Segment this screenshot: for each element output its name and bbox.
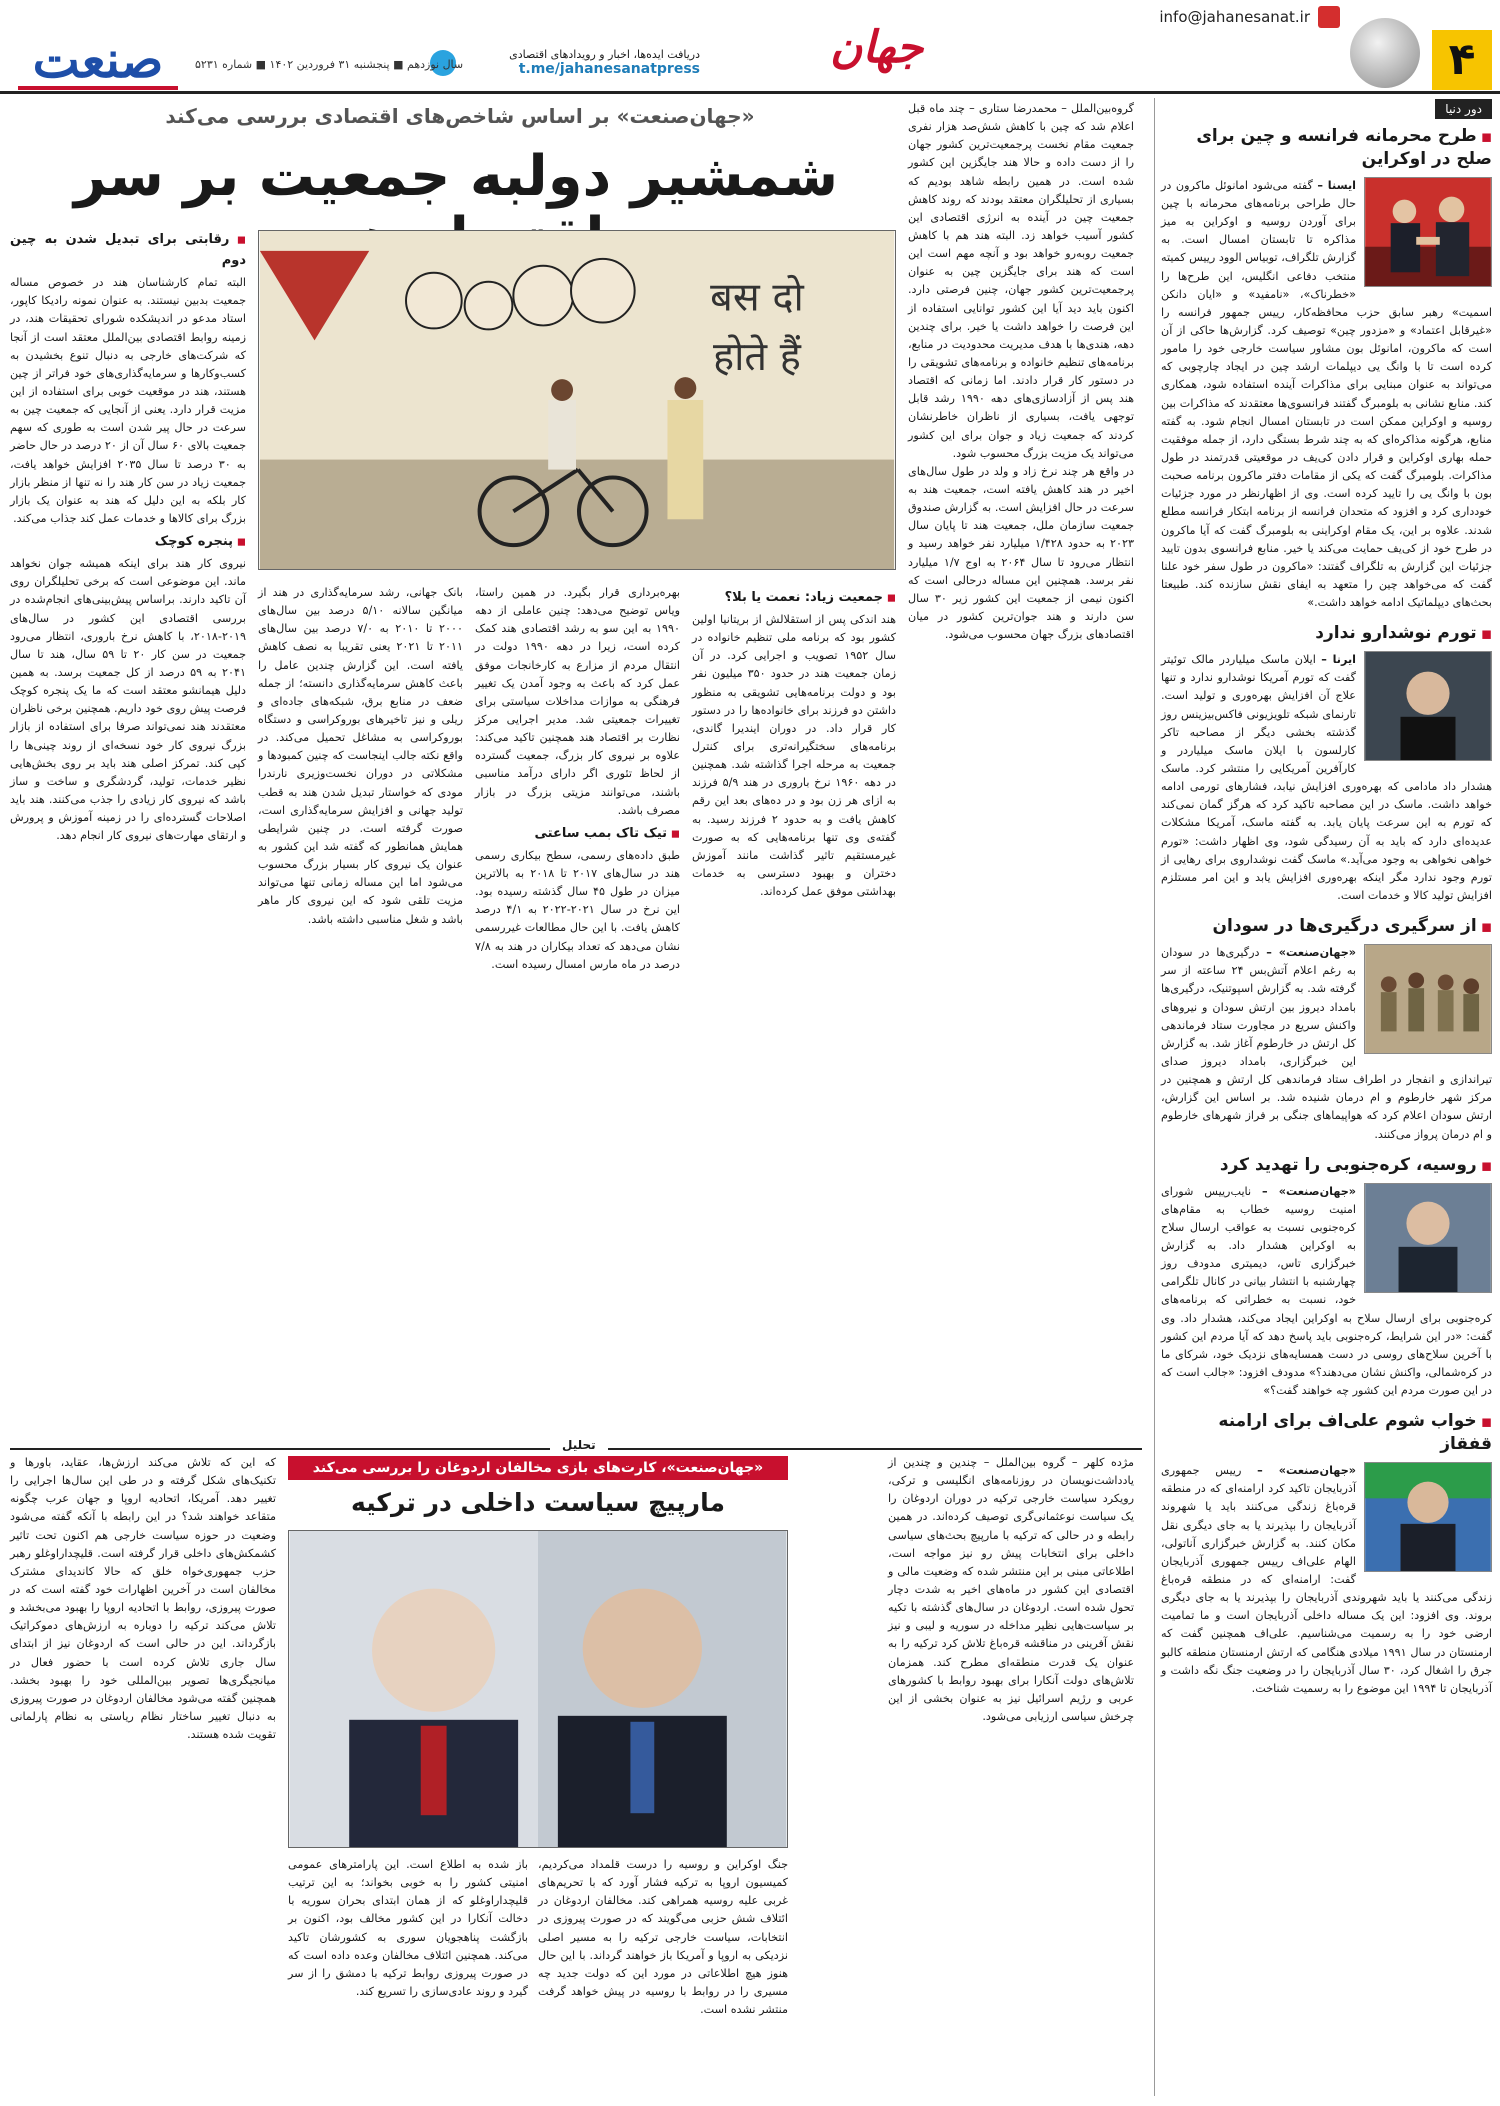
sidebar-tag: دور دنیا <box>1435 99 1492 119</box>
subhead: ◼ پنجره کوچک <box>10 531 246 552</box>
side-story-headline[interactable]: ◼ طرح محرمانه فرانسه و چین برای صلح در اوکراین <box>1161 125 1492 171</box>
col-text: در واقع هر چند نرخ زاد و ولد در طول سال‌های اخیر در هند کاهش یافته است، جمعیت هند به سرعت در حال افزایش است. به گزارش صندوق جمعیت سازمان ملل، جمعیت هند تا پایان سال ۲۰۲۳ به حدود ۱/۴۲۸ میلیارد نفر خواهد رسید و انتظار می‌رود تا سال ۲۰۶۴ به اوج ۱/۷ میلیارد نفر برسد. همچنین این مساله درحالی است که اکنون نیمی از جمعیت این کشور زیر ۳۰ سال سن دارند و هند جوان‌ترین کشور در میان اقتصادهای بزرگ جهان محسوب می‌شود. <box>908 464 1134 642</box>
analysis-headline[interactable]: مارپیچ سیاست داخلی در ترکیه <box>351 1488 725 1517</box>
woman-figure <box>667 400 703 519</box>
side-story-russia-korea <box>1161 1154 1492 1401</box>
subhead: ◼ تیک تاک بمب ساعتی <box>475 823 680 844</box>
main-col-4 <box>692 584 896 1314</box>
side-story-lead: «جهان‌صنعت» – <box>1266 946 1356 960</box>
page-header <box>0 0 1500 94</box>
sidebar-world-roundup <box>1154 98 1492 2096</box>
col-text: بهره‌برداری قرار بگیرد. در همین راستا، ویاس توضیح می‌دهد: چنین عاملی از دهه ۱۹۹۰ به این سو به رشد اقتصادی هند کمک کرده است، زیرا در دهه ۱۹۹۰ دولت در انتقال مردم از مزارع به کارخانجات موفق عمل کرد که باعث به وجود آمدن یک تغییر فرهنگی به موازات مداخلات سیاستی برای تغییرات جمعیتی شد. مدیر اجرایی مرکز نظارت بر اقتصاد هند همچنین تاکید می‌کند: علاوه بر نیروی کار بزرگ، جمعیت گسترده از لحاظ تئوری اگر دارای درآمد مناسبی باشند، می‌توانند مزیتی بزرگ در بازار مصرف باشد. <box>475 586 680 817</box>
sign-line-2: होते हैं <box>713 334 801 381</box>
analysis-col-right <box>888 1454 1134 2094</box>
subhead: ◼ جمعیت زیاد: نعمت یا بلا؟ <box>692 587 896 608</box>
email-icon <box>1318 6 1340 28</box>
analysis-col-left <box>10 1454 276 2094</box>
side-story-headline[interactable]: ◼ تورم نوشدارو ندارد <box>1161 622 1492 645</box>
analysis-col-extra <box>800 1454 878 2094</box>
side-story-text: نایب‌رییس شورای امنیت روسیه خطاب به مقام‌های کره‌جنوبی نسبت به عواقب ارسال سلاح به اوکراین هشدار داد. به گزارش خبرگزاری تاس، دیمیتری مدودف روز چهارشنبه با انتشار بیانی در کانال تلگرامی خود، نسبت به خطراتی که برنامه‌های کره‌جنوبی برای ارسال سلاح به اوکراین ایجاد می‌کند، هشدار داد. وی گفت: «در این شرایط، کره‌جنوبی باید پاسخ دهد که آیا مردم این کشور با آخرین سلاح‌های روسی در دست همسایه‌های نزدیک خود، شرکای ما در کره‌شمالی، واکنش نشان می‌دهند؟» مدودف افزود: «جالب است که در این صورت مردم این کشور چه خواهند گفت؟» <box>1161 1184 1492 1398</box>
telegram-box <box>460 48 700 77</box>
col-text: طبق داده‌های رسمی، سطح بیکاری رسمی هند در سال‌های ۲۰۱۷ تا ۲۰۱۸ به بالاترین میزان در طول ۴۵ سال گذشته رسیده بود. این نرخ در سال ۲۰۲۱-۲۰۲۲ به ۴/۱ درصد کاهش یافت. با این حال مطالعات غیررسمی نشان می‌دهد که تعداد بیکاران در هند به ۷/۸ درصد در ماه مارس امسال رسیده است. <box>475 848 680 971</box>
page-number: ۴ <box>1432 30 1492 90</box>
email-row <box>1159 6 1340 28</box>
main-col-5 <box>908 100 1134 1314</box>
erdogan-kilicdaroglu-photo <box>288 1530 788 1848</box>
globe-icon <box>1350 18 1420 88</box>
side-story-sudan <box>1161 915 1492 1143</box>
analysis-col-mid-right <box>538 1856 788 2094</box>
india-family-bicycle-photo <box>258 230 896 570</box>
elon-musk-photo <box>1364 651 1492 761</box>
side-story-aliyev <box>1161 1410 1492 1698</box>
main-col-3 <box>475 584 680 1314</box>
col-text: جنگ اوکراین و روسیه را درست قلمداد می‌کردیم، کمیسیون اروپا به ترکیه فشار آورد که با تحریم‌های غربی علیه روسیه همراهی کند. مخالفان اردوغان در ائتلاف شش حزبی می‌گویند که در صورت پیروزی در انتخابات، سیاست خارجی ترکیه را به مسیر اصلی نزدیکی به اروپا و آمریکا باز خواهند گرداند. با این حال هنوز هیچ اطلاعاتی در مورد این که دولت جدید چه مسیری را در روابط با روسیه در پیش خواهد گرفت منتشر نشده است. <box>538 1858 788 2017</box>
col-text: باز شده به اطلاع است. این پارامترهای عمومی امنیتی کشور را به خوبی بخواند؛ به این ترتیب قلیچداراوغلو که از همان ابتدای بحران سوریه با دخالت آنکارا در این کشور مخالف بود، اکنون بر بازگشت پناهجویان سوری به کشورشان تاکید می‌کند. همچنین ائتلاف مخالفان وعده داده است که در صورت پیروزی روابط ترکیه با دمشق را از سر گیرد و روند عادی‌سازی را تسریع کند. <box>288 1858 528 1998</box>
subhead: ◼ رقابتی برای تبدیل شدن به چین دوم <box>10 229 246 271</box>
side-story-headline[interactable]: ◼ از سرگیری درگیری‌ها در سودان <box>1161 915 1492 938</box>
main-kicker: «جهان‌صنعت» بر اساس شاخص‌های اقتصادی بررسی می‌کند <box>165 104 755 128</box>
col-text: البته تمام کارشناسان هند در خصوص مساله جمعیت بدبین نیستند. به عنوان نمونه رادیکا کاپور، استاد مدعو در اندیشکده شورای تحقیقات هند، در زمینه روابط اقتصادی بین‌الملل معتقد است از آنجا که شرکت‌های خارجی به دنبال تنوع بخشیدن به کسب‌وکارها و سرمایه‌گذاری‌های خود فراتر از چین هستند، هند در موقعیت خوبی برای استفاده از این مزیت قرار دارد. یعنی از آنجایی که جمعیت چین به سرعت در حال پیر شدن است به طوری که سهم جمعیت بالای ۶۰ سال آن از ۲۰ درصد در حال حاضر به ۳۰ درصد تا سال ۲۰۳۵ افزایش خواهد یافت، جمعیت زیاد در سن کار هند را نه تنها از منظر بازار کار بلکه به این دلیل که هند به عنوان یک بازار بزرگ برای کالاها و خدمات عمل کند جذاب می‌کند. <box>10 276 246 525</box>
erdogan-face <box>583 1589 702 1708</box>
side-story-text: ایلان ماسک میلیاردر مالک توئیتر گفت که تورم آمریکا نوشدارو ندارد و تنها علاج آن افزایش بهره‌وری و تولید است. تارنمای شبکه تلویزیونی فاکس‌بیزینس روز گذشته بخشی دیگر از مصاحبه تاکر کارلسون با ایلان ماسک میلیاردر و کارآفرین آمریکایی را منتشر کرد. ماسک هشدار داد مادامی که بهره‌وری افزایش نیابد، فشارهای تورمی ادامه خواهد داشت. ماسک در این مصاحبه تاکید کرد که هرگز گمان نمی‌کند که تورم به این سرعت پایان یابد. به گفته ماسک، آمریکا مشکلات عدیده‌ای دارد که باید به آن رسیدگی شود، وی اظهار داشت: «تورم خواهی نخواهی به وجود می‌آید.» ماسک گفت نوشداروی برای رهایی از تورم وجود ندارد مگر اینکه بهره‌وری افزایش یابد و این امر مستلزم افزایش تولید کالا و خدمات است. <box>1161 653 1492 903</box>
col-text: هند اندکی پس از استقلالش از بریتانیا اولین کشور بود که برنامه ملی تنظیم خانواده در سال ۱۹۵۲ تصویب و اجرایی کرد. در آن زمان جمعیت هند در حدود ۳۵۰ میلیون نفر بود و دولت برنامه‌هایی تشویقی به منظور داشتن دو فرزند برای خانواده‌ها را در دستور کار قرار داد. در دوران ایندیرا گاندی، برنامه‌های سختگیرانه‌تری برای کنترل جمعیت به مرحله اجرا گذاشته شد. همچنین در دهه ۱۹۶۰ نرخ باروری در هند ۵/۹ فرزند به ازای هر زن بود و در ده‌های بعد این رقم کاهش یافت و به حدود ۲ فرزند رسید. به گفته‌ی وی تنها برنامه‌هایی که به صورت غیرمستقیم تاثیر گذاشت مانند آموزش دختران و بهبود دسترسی به خدمات بهداشتی موفق عمل کرده‌اند. <box>692 613 896 899</box>
newspaper-logo: صنعت <box>18 30 178 90</box>
main-col-1 <box>10 226 246 1316</box>
side-story-lead: «جهان‌صنعت» – <box>1261 1184 1356 1198</box>
main-headline[interactable]: شمشیر دولبه جمعیت بر سر <box>73 144 839 209</box>
medvedev-photo <box>1364 1183 1492 1293</box>
side-story-headline[interactable]: ◼ روسیه، کره‌جنوبی را تهدید کرد <box>1161 1154 1492 1177</box>
analysis-section <box>10 1438 1142 2098</box>
side-story-france-china <box>1161 125 1492 612</box>
side-story-inflation <box>1161 622 1492 905</box>
main-col-2 <box>258 584 463 1314</box>
kilicdaroglu-face <box>372 1589 495 1712</box>
aliyev-photo <box>1364 1462 1492 1572</box>
main-story <box>10 98 1142 1448</box>
telegram-url[interactable]: t.me/jahanesanatpress <box>518 61 700 77</box>
email-text[interactable]: info@jahanesanat.ir <box>1159 8 1310 26</box>
col-text: بانک جهانی، رشد سرمایه‌گذاری در هند از میانگین سالانه ۵/۱۰ درصد بین سال‌های ۲۰۰۰ تا ۲۰۱۰ به ۷/۰ درصد بین سال‌های ۲۰۱۱ تا ۲۰۲۱ یعنی تقریبا به نصف کاهش یافته است. این گزارش چندین عامل را باعث کاهش سرمایه‌گذاری دانسته؛ از جمله ضعف در منابع برق، شبکه‌های جاده‌ای و ریلی و نیز تاخیرهای بوروکراسی و دستگاه بوروکراسی به مشاغل تحمیل می‌کند. در واقع نکته جالب اینجاست که چنین کمبودها و مشکلاتی در دوران نخست‌وزیری نارندرا مودی که خواستار تبدیل شدن هند به قطب تولید جهانی و افزایش سرمایه‌گذاری است، صورت گرفته است. در چنین شرایطی همایش همانطور که گفته شد این کشور به عنوان یک نیروی کار بسیار بزرگ محسوب می‌شود اما این مساله زمانی تنها می‌تواند مزیت تلقی شود که این نیروی کار ماهر باشد و شغل مناسبی داشته باشد. <box>258 586 463 926</box>
col-text: نیروی کار هند برای اینکه همیشه جوان نخواهد ماند. این موضوعی است که برخی تحلیلگران روی آن تاکید دارند. براساس پیش‌بینی‌های انجام‌شده در بررسی اقتصادی این کشور در سال‌های ۲۰۱۹-۲۰۱۸، با کاهش نرخ باروری، انتظار می‌رود جمعیت در سن کار ۲۰ تا ۵۹ سال، هند تا سال ۲۰۴۱ به ۵۹ درصد از کل جمعیت برسد. به همین دلیل هیمانشو معتقد است که ما یک پنجره کوچک فرصت پیش روی خود داریم. همچنین برخی ناظران معتقدند هند نمی‌تواند صرفا برای استفاده از بازار بزرگ نیروی کار خود نسخه‌ای از روند چینی‌ها را کپی کند. تمرکز اصلی هند باید بر روی بخش‌هایی نظیر خدمات، تولید، گردشگری و ساخت و ساز باشد که نیروی کار زیادی را جذب می‌کنند. هند باید اصلاحات گسترده‌ای را در زمینه آموزش و پرورش و ارتقای مهارت‌های نیروی کار انجام دهد. <box>10 557 246 843</box>
sign-line-1: बस दो <box>710 274 804 321</box>
side-story-text: رییس جمهوری آذربایجان تاکید کرد ارامنه‌ای که در منطقه قره‌باغ زندگی می‌کنند باید یا شهروند آذربایجان را بپذیرند یا به جای دیگری نقل مکان کنند. به گزارش خبرگزاری آناتولی، الهام علی‌اف رییس جمهوری آذربایجان گفت: ارامنه‌ای که در منطقه قره‌باغ زندگی می‌کنند یا باید شهروندی آذربایجان را بپذیرند یا به جای دیگری بروند. وی افزود: این یک مساله داخلی آذربایجان است و ما تمامیت ارضی خود را به رسمیت می‌شناسیم. علی‌اف همچنین گفت که ارمنستان در سال ۱۹۹۱ میلادی هنگامی که ارتش ارمنستان منطقه کالبو جرق را اشغال کرد، ۳۰ سال آذربایجان را در وضعیت جنگ نگه داشت و آذربایجان تا ۱۹۹۴ این موضوع را به رسمیت شناخت. <box>1161 1464 1493 1695</box>
analysis-tag: تحلیل <box>550 1438 608 1452</box>
analysis-col-mid-left <box>288 1856 528 2094</box>
analysis-kicker: «جهان‌صنعت»، کارت‌های بازی مخالفان اردوغان را بررسی می‌کند <box>288 1456 788 1480</box>
side-story-lead: ایرنا – <box>1321 653 1357 667</box>
side-story-text: درگیری‌ها در سودان به رغم اعلام آتش‌بس ۲۴ ساعته از سر گرفته شد. به گزارش اسپوتنیک، درگیری‌ها بامداد دیروز بین ارتش سودان و نیروهای واکنش سریع در مجاورت ستاد فرماندهی کل ارتش در خارطوم آغاز شد. به گزارش این خبرگزاری، بامداد دیروز صدای تیراندازی و انفجار در اطراف ستاد فرماندهی کل ارتش و همچنین در مرکز شهر خارطوم و ام درمان شنیده شد. بر اساس این گزارش، ارتش سودان اعلام کرد که هواپیماهای جنگی بر فراز شهرهای خارطوم و ام درمان پرواز می‌کنند. <box>1161 946 1492 1141</box>
col-text: که این که تلاش می‌کند ارزش‌ها، عقاید، باورها و تکنیک‌های شکل گرفته و در طی این سال‌ها اجرایی را تغییر دهد. آمریکا، اتحادیه اروپا و جهان عرب چگونه متقاعد خواهند شد؟ در این رابطه با آنکه گفته می‌شود وضعیت در حوزه سیاست خارجی هم اکنون تحت تاثیر کشمکش‌های داخلی قرار گرفته است. قلیچداراوغلو رهبر حزب جمهوری‌خواه خلق که حالا کاندیدای مشترک مخالفان است در آخرین اظهارات خود گفته است که در صورت پیروزی، روابط با اتحادیه اروپا را بهبود می‌بخشد و تلاش می‌کند ترکیه را دوباره به ارزش‌های دموکراتیک بازگرداند. این در حالی است که اردوغان نیز از ابتدای سال جاری تلاش کرده است با حضور فعال در میانجیگری‌ها تصویر بین‌المللی خود را بهبود بخشد. همچنین گفته می‌شود مخالفان اردوغان در صورت پیروزی به دنبال تغییر ساختار نظام ریاستی به نظام پارلمانی تقویت شده هستند. <box>10 1456 276 1742</box>
side-story-lead: «جهان‌صنعت» – <box>1257 1464 1356 1478</box>
side-story-headline[interactable]: ◼ خواب شوم علی‌اف برای ارامنه قفقاز <box>1161 1410 1492 1456</box>
telegram-caption: دریافت ایده‌ها، اخبار و رویدادهای اقتصادی <box>509 48 700 61</box>
side-story-text: گفته می‌شود امانوئل ماکرون در حال طراحی برنامه‌های محرمانه با چین برای آوردن روسیه و اوکراین به میز مذاکره تا تابستان امسال است. به گزارش تلگراف، توبیاس الوود رییس کمیته منتخب دفاعی انگلیس، این طرح‌ها را «خطرناک»، «نامفید» و «ایان دانکن اسمیت» رهبر سابق حزب محافظه‌کار، رییس جمهور فرانسه را «غیرقابل اعتماد» و «مزدور چین» توصیف کرد. گزارش‌ها حاکی از آن است که ماکرون، امانوئل بون مشاور سیاست خارجی خود را مامور کرده است تا با وانگ یی دیپلمات ارشد چین در ایجاد چارچوبی که می‌تواند به عنوان مبنایی برای مذاکرات آینده استفاده شود، همکاری کند. منابع نشانی به بلومبرگ گفتند فرانسوی‌ها معتقدند که مذاکرات بین روسیه و اوکراین ممکن است در تابستان امسال انجام شود. به گفته منابع، هرگونه مذاکره‌ای که به چند شرط بستگی دارد، از جمله موفقیت حمله بهاری اوکراین و قرار دادن کی‌یف در موقعیتی قدرتمند در طول مذاکرات. بلومبرگ گفت که یکی از مقامات دفتر ماکرون برنامه صحبت بون با وانگ یی را تایید کرده است. وی از اظهارنظر در مورد جزئیات خودداری کرد و افزود که متحدان فرانسه از برنامه ابتکار فرانسه مطلع شدند. علاوه بر این، یک مقام اوکراینی به بلومبرگ گفت که آیا ماکرون در طرح خود از کی‌یف حمایت می‌کند یا خیر. منابع فرانسوی بدون تایید جزئیات این گزارش به تلگراف گفتند: «ماکرون در طول سفر خود علنا گفت که می‌خواهد چین را متعهد به ایفای نقش سازنده کند. طبیعتا بحث‌های دیپلماتیک ادامه خواهد داشت.» <box>1161 178 1492 610</box>
macron-xi-photo <box>1364 177 1492 287</box>
col-text: مژده کلهر – گروه بین‌الملل – چندین و چندین از یادداشت‌نویسان در روزنامه‌های انگلیسی و ترکی، رویکرد سیاست خارجی ترکیه در دوران اردوغان را یک سیاست نوعثمانی‌گری توصیف کرده‌اند. در همین رابطه و در حالی که ترکیه با مارپیچ بحث‌های سیاسی داخلی برای انتخابات پیش رو نیز مواجه است، اطلاعاتی مبنی بر این منتشر شده که وضعیت مالی و اقتصادی این کشور در ماه‌های اخیر به شدت دچار تحول شده است. اردوغان در سال‌های گذشته با تکیه بر سیاست‌هایی نظیر مداخله در سوریه و لیبی و نیز نقش آفرینی در مناقشه قره‌باغ تلاش کرد ترکیه را به عنوان یک قدرت منطقه‌ای مطرح کند. همزمان تلاش‌های دولت آنکارا برای بهبود روابط با کشورهای عربی و رژیم اسرائیل نیز به عنوان بخشی از این چرخش سیاسی ارزیابی می‌شود. <box>888 1456 1134 1723</box>
issue-info: سال نوزدهم ■ پنجشنبه ۳۱ فروردین ۱۴۰۲ ■ شماره ۵۲۳۱ <box>195 58 464 71</box>
boy-figure <box>548 400 576 470</box>
side-story-lead: ایسنا – <box>1317 178 1356 192</box>
sudan-soldiers-photo <box>1364 944 1492 1054</box>
col-text: گروه‌بین‌الملل – محمدرضا ستاری – چند ماه قبل اعلام شد که چین با کاهش شش‌صد هزار نفری جمعیت مقام نخست پرجمعیت‌ترین کشور جهان را از دست داده و حالا هند جایگزین این کشور شده است. در همین رابطه شاهد بودیم که بسیاری از تحلیلگران معتقد بودند که روند کاهش جمعیت چین در آینده به انرژی اقتصادی این کشور آسیب خواهد زد. البته هند هم با کاهش جمعیت روبه‌رو خواهد بود و آنچه مهم است این است که هند برای جایگزین چین به عنوان پرجمعیت‌ترین کشور جهان، چنین فرصتی دارد. اکنون باید دید آیا این کشور توانایی استفاده از این فرصت را خواهد داشت یا خیر. برای چندین دهه، هندی‌ها با هدف مدیریت محدودیت در منابع، برنامه‌های تنظیم خانواده و برنامه‌های تشویقی را در دستور کار قرار دادند. اما زمانی که اقتصاد هند پس از آزادسازی‌های دهه ۱۹۹۰ رشد قابل توجهی یافت، بسیاری از ناظران خاطرنشان کردند که جمعیت زیاد و جوان برای این کشور می‌تواند یک مزیت بزرگ محسوب شود. <box>908 102 1134 460</box>
section-title: جهان <box>830 22 924 73</box>
